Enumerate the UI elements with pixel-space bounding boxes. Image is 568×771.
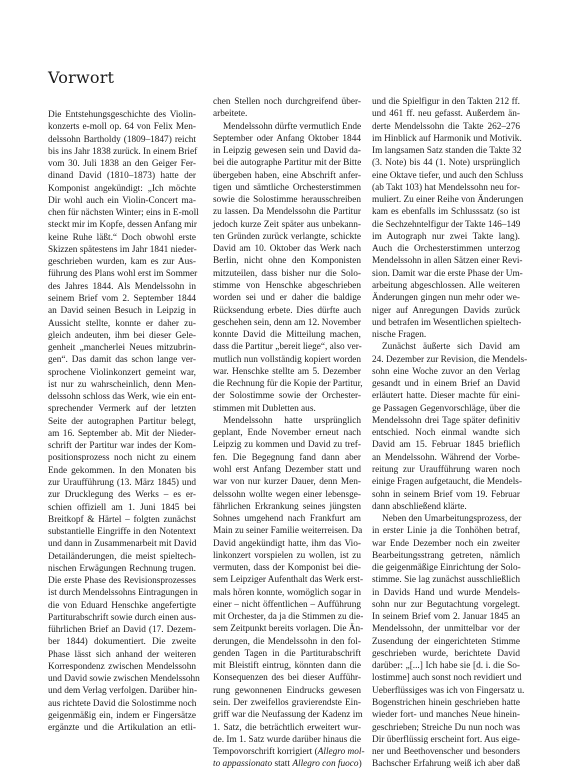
text-line: darüber: „[...] Ich habe sie [d. i. die So- [372, 661, 520, 672]
text-line: tigen und sämtliche Orchesterstimmen [213, 182, 361, 193]
text-line: dass die Partitur „bereit liege“, also ver- [213, 342, 362, 353]
text-line: aus richtete David die Solostimme noch [48, 698, 197, 709]
text-line: Mendelssohn hatte ursprünglich [223, 415, 361, 426]
text-line: ber 1844) dokumentiert. Die zweite [48, 637, 196, 648]
text-line: dann abschließend klärte. [372, 501, 467, 512]
text-line: fährlichen Erkrankung seines jüngsten [213, 501, 361, 512]
text-line: bis ins Jahr 1838 zurück. In einem Brief [48, 146, 198, 157]
text-line: war von nur kurzer Dauer, denn Men- [213, 477, 361, 488]
text-line: am 16. September ab. Mit der Nieder- [48, 428, 196, 439]
text-line: Sohnes umgehend nach Frankfurt am [213, 514, 361, 525]
text-line: mit Orchester, da ja die Stimmen zu die- [213, 612, 364, 623]
text-line: Leipzig zu kommen und David zu tref- [213, 440, 361, 451]
text-line: sem Zeitpunkt bereits vorlagen. Die Än- [213, 624, 364, 635]
text-line: ist durch Mendelssohns Eintragungen in [48, 588, 198, 599]
text-line: eine Oktave tiefer, und auch den Schluss [372, 170, 524, 181]
text-line: genden Tagen in die Partiturabschrift [213, 648, 361, 659]
text-line: Mendelssohn drei Tage später definitiv [372, 415, 520, 426]
text-line: geschehen sein, denn am 12. November [213, 317, 361, 328]
text-line: sohn in seinem Brief vom 19. Februar [372, 489, 520, 500]
text-line: substantielle Eingriffe in den Notentext [48, 527, 196, 538]
text-line: in erster Linie ja die Tonhöhen betraf, [372, 526, 520, 537]
text-line: In seinem Brief vom 2. Januar 1845 an [372, 612, 520, 623]
text-line: die Rechnung für die Kopie der Partitur, [213, 379, 363, 390]
text-line: arbeitete. [213, 109, 248, 120]
text-line: Im langsamen Satz standen die Takte 32 [372, 146, 522, 157]
text-line: delssohn wollte wegen einer lebensge- [213, 489, 361, 500]
text-line: Dir überflüssig erscheint fort. Aus eige- [372, 734, 520, 745]
text-line: des Jahres 1844. Als Mendelssohn in [48, 281, 196, 292]
text-line: schrift der Partitur war indes der Kom- [48, 441, 196, 452]
text-line: David am 15. Februar 1845 brieflich [372, 440, 520, 451]
text-line: sohn nur zur Begutachtung vorgelegt. [372, 599, 520, 610]
text-line: gesandt und in einem Brief an David [372, 379, 520, 390]
text-line: Mendelssohn in allen Sätzen einer Revi- [372, 256, 523, 267]
text-line: worden sei und er daher die baldige [213, 293, 361, 304]
text-line: chen für nächsten Winter; eins in E-moll [48, 208, 199, 219]
text-line: die von Eduard Henschke angefertigte [48, 600, 196, 611]
text-line: führlichen Brief an David (17. Dezem- [48, 625, 196, 636]
text-line: Rücksendung erbete. Dies dürfte auch [213, 305, 361, 316]
text-line: Bogenstrichen hinein geschrieben hatte [372, 698, 520, 709]
text-line: chen Stellen noch durchgreifend über- [213, 97, 361, 107]
text-line: der Solostimme sowie der Orchester- [213, 391, 361, 402]
text-line: war. Henschke stellte am 5. Dezember [213, 366, 361, 377]
text-line: zur Uraufführung (13. März 1845) und [48, 477, 196, 488]
text-line: Breitkopf & Härtel – folgten zunächst [48, 514, 196, 525]
text-line: Zunächst äußerte sich David am [382, 342, 520, 353]
text-line: an Mendelssohn. Während der Vorbe- [372, 452, 520, 463]
text-line: kam es ebenfalls im Schlusssatz (so ist [372, 207, 520, 218]
text-line: führung des Plans wohl erst im Sommer [48, 269, 198, 280]
text-line: ner und Beethovenscher und besonders [372, 747, 520, 758]
text-line: rung gewonnenen Eindrucks gewesen [213, 685, 361, 696]
text-line: derungen, die Mendelssohn in den fol- [213, 636, 361, 647]
page-title: Vorwort [48, 68, 115, 87]
text-line: und betrafen im Wesentlichen spieltech- [372, 317, 522, 328]
text-line: reitung zur Uraufführung waren noch [372, 464, 520, 475]
text-line: Skizzen spätestens im Jahr 1841 nieder- [48, 244, 197, 255]
text-line: Detailänderungen, die meist spieltech- [48, 551, 196, 562]
text-line: geigenmäßig ein, indem er Fingersätze [48, 711, 196, 722]
text-line: Neben den Umarbeitungsprozess, der [382, 514, 522, 525]
text-line: niger auf Anregungen Davids zurück [372, 305, 520, 316]
text-line: David am 10. Oktober das Werk nach [213, 244, 361, 255]
text-line: entschied. Noch einmal wandte sich [372, 428, 520, 439]
text-line: erläutert hatte. Dieser machte für eini- [372, 391, 520, 402]
text-line: im Autograph nur zwei Takte lang). [372, 231, 520, 242]
text-line: griff war die Neufassung der Kadenz im [213, 710, 363, 721]
text-line: mutlich nun vollständig kopiert worden [213, 354, 361, 365]
text-line: mitzuteilen, dass bisher nur die Solo- [213, 268, 361, 279]
text-line: Komponist angekündigt: „Ich möchte [48, 183, 196, 194]
text-line: keine Ruhe läßt.“ Doch obwohl erste [48, 232, 196, 243]
text-line: gleich andeuten, ihm bei dieser Gele- [48, 330, 196, 341]
text-line: jedoch kurze Zeit später aus unbekann- [213, 219, 361, 230]
text-column-2 [213, 96, 365, 771]
text-line: David angekündigt hatte, ihm das Vio- [213, 538, 361, 549]
text-line: Die Entstehungsgeschichte des Violin- [48, 110, 196, 120]
text-line: sem Leipziger Aufenthalt das Werk erst- [213, 575, 364, 586]
text-line: seinem Brief vom 2. September 1844 [48, 293, 196, 304]
text-line: Ueberflüssiges was ich von Fingersatz u. [372, 685, 525, 696]
text-line: derte Mendelssohn die Takte 262–276 [372, 121, 520, 132]
text-line: gen“. Das damit das schon lange ver- [48, 355, 196, 366]
text-line: (3. Note) bis 44 (1. Note) ursprünglich [372, 158, 520, 169]
text-line: delssohn schloss das Werk, wie ein ent- [48, 392, 196, 403]
text-line: Bearbeitungsstrang getreten, nämlich [372, 550, 520, 561]
text-line: konnte David die Mitteilung machen, [213, 330, 361, 341]
text-line: Die erste Phase des Revisionsprozesses [48, 576, 196, 587]
text-line: zu lassen. Da Mendelssohn die Partitur [213, 207, 361, 218]
text-line: in Leipzig gewesen sein und David da- [213, 146, 361, 157]
text-line: genheit „mancherlei Neues mitzubrin- [48, 343, 196, 354]
text-line: einer – nicht öffentlichen – Aufführung [213, 599, 361, 610]
text-line: Zusendung der eingerichteten Stimme [372, 636, 520, 647]
text-line: sprechender Vermerk auf der letzten [48, 404, 196, 415]
text-line: geplant, Ende November erneut nach [213, 428, 361, 439]
text-line: Partiturabschrift sowie durch einen aus- [48, 612, 197, 623]
text-line: vom 30. Juli 1838 an den Geiger Fer- [48, 159, 196, 170]
text-column-3 [372, 96, 528, 771]
text-line: sion. Damit war die erste Phase der Um- [372, 268, 523, 279]
text-line: de. Im 1. Satz wurde darüber hinaus die [213, 734, 361, 745]
text-line: arbeitung abgeschlossen. Alle weiteren [372, 280, 520, 291]
text-line: September oder Anfang Oktober 1844 [213, 133, 361, 144]
text-line: wieder fort- und manches Neue hinein- [372, 710, 520, 721]
text-line: delssohn Bartholdy (1809–1847) reicht [48, 134, 196, 145]
text-line: in Davids Hand und wurde Mendels- [372, 587, 520, 598]
text-line: und David sowie zwischen Mendelssohn [48, 674, 200, 685]
text-line: ist nur zu wahrscheinlich, denn Men- [48, 379, 196, 390]
text-line: vermuten, dass der Komponist bei die- [213, 563, 361, 574]
text-line: Mendelssohn, der unmittelbar vor der [372, 624, 520, 635]
text-line: Seite der autographen Partitur belegt, [48, 416, 196, 427]
text-line: mit Bleistift eintrug, könnten dann die [213, 661, 361, 672]
text-line: konzerts e-moll op. 64 von Felix Men- [48, 122, 196, 133]
text-line: zur Drucklegung des Werks – es er- [48, 490, 196, 501]
text-line: ten Gründen zurück verlangte, schickte [213, 231, 361, 242]
text-line: an David seinen Besuch in Leipzig in [48, 306, 196, 317]
text-line: sprochene Violinkonzert gemeint war, [48, 367, 196, 378]
text-line: 1. Satz, die beträchtlich erweitert wur- [213, 722, 361, 733]
text-line: und dem Verlag verfolgen. Darüber hin- [48, 686, 198, 697]
text-line: Aussicht stellte, konnte er daher zu- [48, 318, 196, 329]
text-line: 24. Dezember zur Revision, die Mendels- [372, 354, 528, 365]
text-line: stimmen mit Dubletten aus. [213, 403, 316, 414]
text-line: ergänzte und die Artikulation an etli- [48, 723, 196, 734]
text-line: sohn eine Woche zuvor an den Verlag [372, 366, 520, 377]
text-line: die Sechzehntelfigur der Takte 146–149 [372, 219, 521, 230]
text-line: geschrieben wurde, berichtete David [372, 648, 520, 659]
text-line: stimme von Henschke abgeschrieben [213, 280, 361, 291]
text-line: linkonzert vorspielen zu wollen, ist zu [213, 550, 361, 561]
text-line: fen. Die Begegnung fand dann aber [213, 452, 361, 463]
text-line: dinand David (1810–1873) hatte der [48, 171, 196, 182]
text-line: (ab Takt 103) hat Mendelssohn neu for- [372, 182, 520, 193]
text-line: und dann in Zusammenarbeit mit David [48, 539, 197, 550]
text-line: Main zu seiner Familie weiterreisen. Da [213, 526, 363, 537]
text-line: Ende gekommen. In den Monaten bis [48, 465, 196, 476]
text-line: steckt mir im Kopfe, dessen Anfang mir [48, 220, 197, 231]
text-line: bei die autographe Partitur mit der Bitte [213, 158, 362, 169]
text-line: Mendelssohn dürfte vermutlich Ende [223, 121, 362, 132]
text-line: Berlin, nicht ohne den Komponisten [213, 256, 361, 267]
text-line: geschrieben wurden, kam es zur Aus- [48, 257, 196, 268]
text-line: sowie die Solostimme herausschreiben [213, 195, 361, 206]
text-line: Phase lässt sich anhand der weiteren [48, 649, 196, 660]
text-line: die geigenmäßige Einrichtung der Solo- [372, 563, 521, 574]
text-line: mals hören konnte, womöglich sogar in [213, 587, 361, 598]
text-line: und die Spielfigur in den Takten 212 ff. [372, 97, 520, 107]
text-line: lostimme] auch sonst noch revidiert und [372, 673, 522, 684]
text-column-1 [48, 109, 200, 735]
text-line: sein. Der zweifellos gravierendste Ein- [213, 698, 361, 709]
text-line: war Ende Dezember noch ein zweiter [372, 538, 520, 549]
text-line: Änderungen gingen nun mehr oder we- [372, 293, 520, 304]
text-line: Auch die Orchesterstimmen unterzog [372, 244, 520, 255]
text-line: wohl erst Anfang Dezember statt und [213, 464, 361, 475]
text-line: schien offiziell am 1. Juni 1845 bei [48, 502, 196, 513]
text-line: Konsequenzen des bei dieser Aufführ- [213, 673, 361, 684]
text-line: stimme. Sie lag zunächst ausschließlich [372, 575, 520, 586]
text-line: im Hinblick auf Harmonik und Motivik. [372, 133, 522, 144]
text-line: muliert. Zu einer Reihe von Änderungen [372, 195, 524, 206]
text-line: nischen Erwägungen Rechnung trugen. [48, 563, 196, 574]
text-line: positionsprozess noch nicht zu einem [48, 453, 196, 464]
text-line: übergeben haben, eine Abschrift anfer- [213, 170, 361, 181]
text-line: Bachscher Erfahrung weiß ich aber daß [372, 759, 520, 770]
text-line: nische Fragen. [372, 330, 427, 341]
text-line: Tempovorschrift korrigiert (Allegro mol- [213, 747, 365, 758]
text-line: geschrieben; Streiche Du nun noch was [372, 722, 520, 733]
text-line: to appassionato statt Allegro con fuoco) [213, 759, 362, 770]
text-line: Korrespondenz zwischen Mendelssohn [48, 661, 196, 672]
text-line: einige Fragen aufgetaucht, die Mendels- [372, 477, 522, 488]
text-line: ge Passagen Gegenvorschläge, über die [372, 403, 520, 414]
text-line: Dir wohl auch ein Violin-Concert ma- [48, 195, 196, 206]
text-line: und 461 ff. neu gefasst. Außerdem än- [372, 109, 520, 120]
